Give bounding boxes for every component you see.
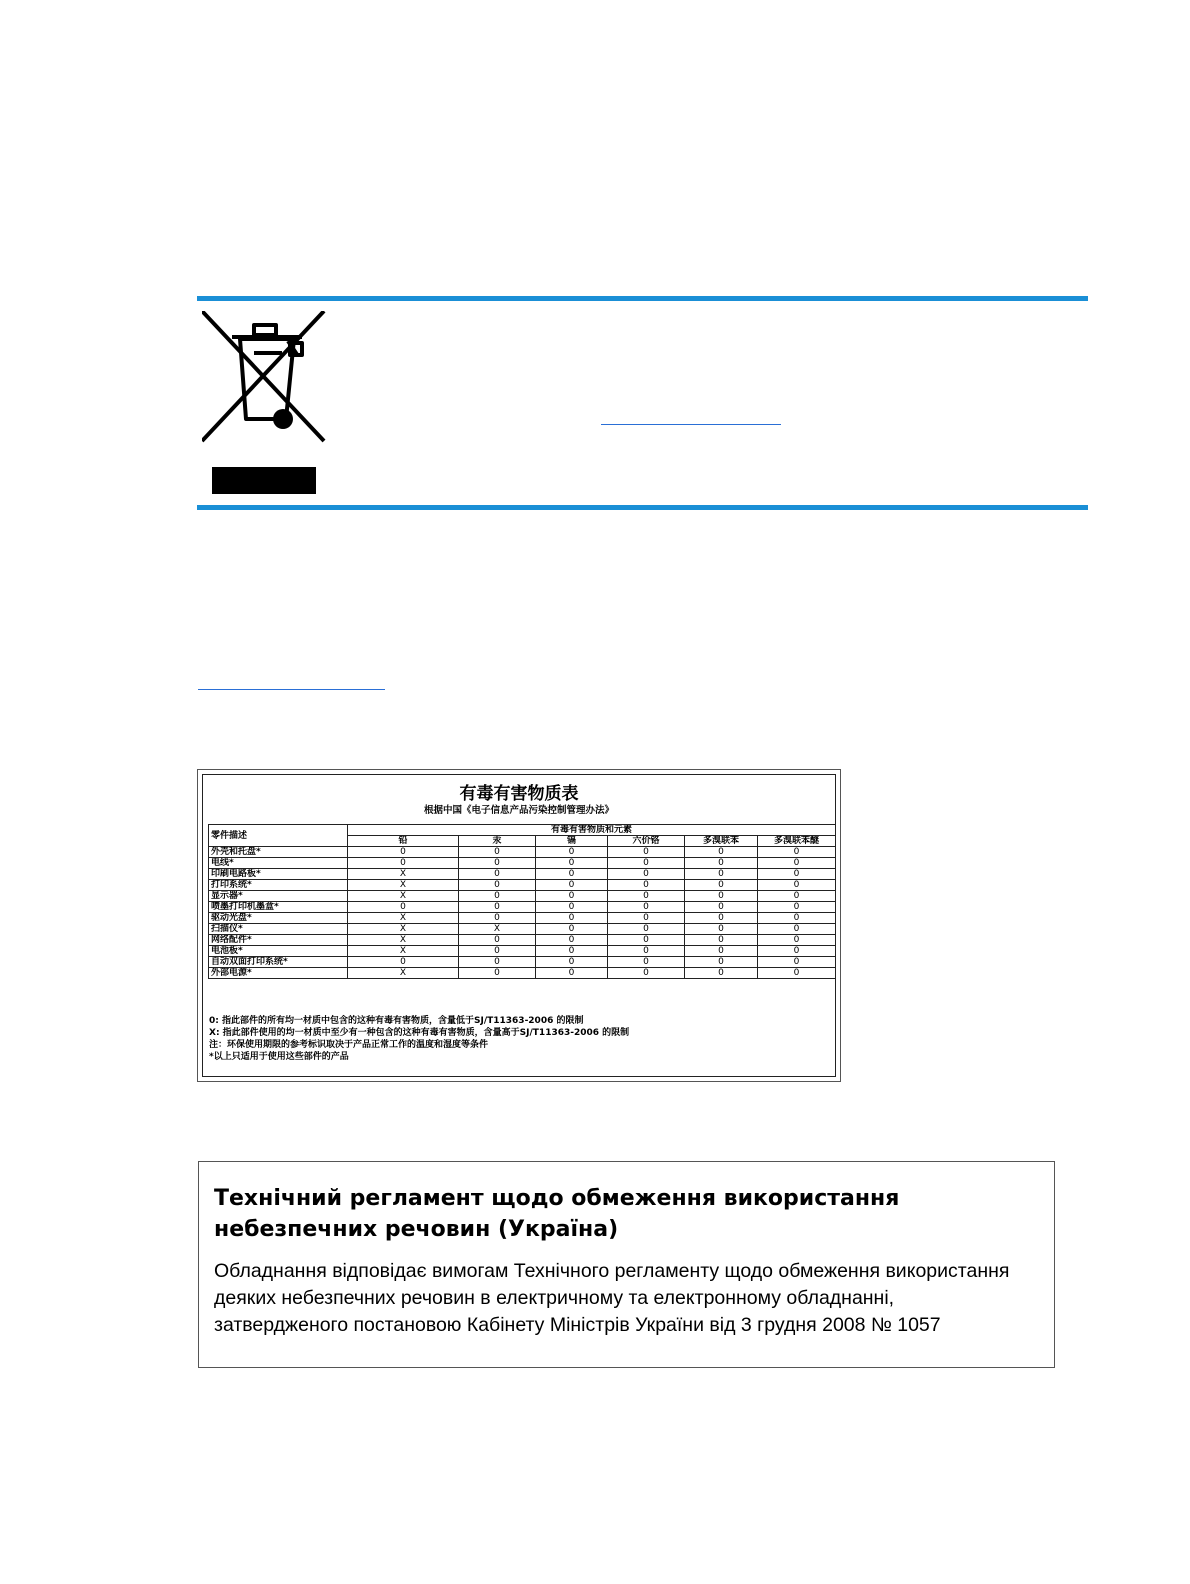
substance-value-cell: 0 <box>758 913 836 924</box>
substance-value-cell: 0 <box>758 935 836 946</box>
part-name-cell: 电线* <box>209 858 348 869</box>
substance-value-cell: 0 <box>536 935 608 946</box>
substance-value-cell: 0 <box>685 847 758 858</box>
substance-value-cell: X <box>459 924 536 935</box>
substances-group-header: 有毒有害物质和元素 <box>348 825 836 836</box>
substance-value-cell: 0 <box>459 869 536 880</box>
substance-value-cell: 0 <box>608 924 685 935</box>
ukraine-body-line-1: Обладнання відповідає вимогам Технічного регламенту щодо обмеження використання <box>214 1260 1010 1282</box>
substance-value-cell: 0 <box>758 924 836 935</box>
table-row <box>209 869 836 880</box>
substance-value-cell: 0 <box>685 880 758 891</box>
substance-value-cell: X <box>348 913 459 924</box>
substance-value-cell: 0 <box>608 946 685 957</box>
substance-value-cell: 0 <box>758 891 836 902</box>
ukraine-rohs-body <box>214 1258 1044 1339</box>
substance-value-cell: 0 <box>758 847 836 858</box>
substance-value-cell: 0 <box>348 957 459 968</box>
substance-value-cell: 0 <box>608 858 685 869</box>
substance-value-cell: 0 <box>459 946 536 957</box>
substance-value-cell: X <box>348 935 459 946</box>
substance-value-cell: 0 <box>459 913 536 924</box>
part-name-cell: 自动双面打印系统* <box>209 957 348 968</box>
substance-column-header: 多溴联苯 <box>685 836 758 847</box>
substance-value-cell: 0 <box>536 858 608 869</box>
substance-value-cell: 0 <box>348 847 459 858</box>
substance-value-cell: 0 <box>536 847 608 858</box>
note-0: 0: 指此部件的所有均一材质中包含的这种有毒有害物质，含量低于SJ/T11363-2006 的限制 <box>209 1016 584 1026</box>
substance-value-cell: 0 <box>685 935 758 946</box>
part-name-cell: 扫描仪* <box>209 924 348 935</box>
substance-column-header: 汞 <box>459 836 536 847</box>
substance-value-cell: 0 <box>536 968 608 979</box>
substance-value-cell: 0 <box>536 957 608 968</box>
ukraine-body-line-3: затвердженого постановою Кабінету Міністрів України від 3 грудня 2008 № 1057 <box>214 1314 941 1336</box>
substance-value-cell: 0 <box>536 891 608 902</box>
substance-value-cell: 0 <box>536 924 608 935</box>
hazardous-substances-table-box <box>197 769 841 1082</box>
substance-value-cell: 0 <box>536 946 608 957</box>
note-x: X: 指此部件使用的均一材质中至少有一种包含的这种有毒有害物质，含量高于SJ/T11363-2006 的限制 <box>209 1028 630 1038</box>
substance-value-cell: X <box>348 968 459 979</box>
hazard-table <box>208 824 836 979</box>
reference-link[interactable] <box>198 688 385 690</box>
substance-value-cell: 0 <box>348 858 459 869</box>
substance-value-cell: 0 <box>685 858 758 869</box>
substance-value-cell: X <box>348 924 459 935</box>
substance-value-cell: 0 <box>536 869 608 880</box>
substance-column-header: 多溴联苯醚 <box>758 836 836 847</box>
substance-value-cell: 0 <box>536 913 608 924</box>
part-name-cell: 网络配件* <box>209 935 348 946</box>
substance-value-cell: X <box>348 891 459 902</box>
weee-section <box>197 296 1088 510</box>
substance-value-cell: X <box>348 880 459 891</box>
table-row <box>209 924 836 935</box>
substance-value-cell: 0 <box>608 891 685 902</box>
substance-value-cell: 0 <box>608 880 685 891</box>
substance-value-cell: 0 <box>608 957 685 968</box>
part-name-cell: 外部电源* <box>209 968 348 979</box>
substance-value-cell: 0 <box>758 880 836 891</box>
substance-value-cell: 0 <box>685 891 758 902</box>
part-name-cell: 喷墨打印机墨盒* <box>209 902 348 913</box>
substance-value-cell: 0 <box>685 946 758 957</box>
table-row <box>209 880 836 891</box>
note-scope: *以上只适用于使用这些部件的产品 <box>209 1052 349 1062</box>
substance-value-cell: 0 <box>758 957 836 968</box>
ukraine-rohs-title <box>214 1183 1034 1245</box>
crossed-out-wheelie-bin-icon <box>202 311 332 446</box>
table-row <box>209 935 836 946</box>
substance-column-header: 镉 <box>536 836 608 847</box>
substance-value-cell: 0 <box>685 869 758 880</box>
part-name-cell: 印刷电路板* <box>209 869 348 880</box>
substance-value-cell: 0 <box>608 935 685 946</box>
table-row <box>209 902 836 913</box>
substance-value-cell: X <box>348 869 459 880</box>
table-row <box>209 913 836 924</box>
substance-value-cell: 0 <box>758 946 836 957</box>
substance-value-cell: 0 <box>685 968 758 979</box>
substance-value-cell: 0 <box>459 902 536 913</box>
part-name-cell: 驱动光盘* <box>209 913 348 924</box>
ukraine-title-line-1: Технічний регламент щодо обмеження використання <box>214 1186 900 1211</box>
ukraine-body-line-2: деяких небезпечних речовин в електричному та електронному обладнанні, <box>214 1287 895 1309</box>
substance-value-cell: 0 <box>459 891 536 902</box>
substance-value-cell: X <box>348 946 459 957</box>
part-name-cell: 外壳和托盘* <box>209 847 348 858</box>
substance-value-cell: 0 <box>459 968 536 979</box>
substance-column-header: 六价铬 <box>608 836 685 847</box>
substance-value-cell: 0 <box>608 869 685 880</box>
recycling-link[interactable] <box>601 423 781 425</box>
substance-value-cell: 0 <box>608 913 685 924</box>
substance-value-cell: 0 <box>459 858 536 869</box>
substance-column-header: 铅 <box>348 836 459 847</box>
ukraine-rohs-box <box>198 1161 1055 1368</box>
substance-value-cell: 0 <box>536 902 608 913</box>
substance-value-cell: 0 <box>536 880 608 891</box>
note-period: 注：环保使用期限的参考标识取决于产品正常工作的温度和湿度等条件 <box>209 1040 489 1050</box>
substance-value-cell: 0 <box>459 957 536 968</box>
hazard-table-subtitle: 根据中国《电子信息产品污染控制管理办法》 <box>423 805 614 816</box>
substance-value-cell: 0 <box>459 880 536 891</box>
part-name-cell: 显示器* <box>209 891 348 902</box>
table-row <box>209 957 836 968</box>
hazard-table-notes <box>209 1015 629 1063</box>
part-name-cell: 电池板* <box>209 946 348 957</box>
weee-marking-bar <box>212 467 316 494</box>
substance-value-cell: 0 <box>758 968 836 979</box>
substance-value-cell: 0 <box>608 902 685 913</box>
part-name-cell: 打印系统* <box>209 880 348 891</box>
substance-value-cell: 0 <box>758 869 836 880</box>
substance-value-cell: 0 <box>459 847 536 858</box>
substance-value-cell: 0 <box>685 913 758 924</box>
substance-value-cell: 0 <box>608 847 685 858</box>
substance-value-cell: 0 <box>758 902 836 913</box>
substance-value-cell: 0 <box>685 902 758 913</box>
substance-value-cell: 0 <box>608 968 685 979</box>
substance-value-cell: 0 <box>459 935 536 946</box>
table-row <box>209 891 836 902</box>
table-row <box>209 968 836 979</box>
ukraine-title-line-2: небезпечних речовин (Україна) <box>214 1217 619 1242</box>
part-column-header: 零件描述 <box>209 825 348 847</box>
substance-value-cell: 0 <box>685 924 758 935</box>
substance-value-cell: 0 <box>348 902 459 913</box>
hazard-table-title: 有毒有害物质表 <box>459 784 579 804</box>
substance-value-cell: 0 <box>758 858 836 869</box>
table-row <box>209 847 836 858</box>
substance-value-cell: 0 <box>685 957 758 968</box>
table-row <box>209 946 836 957</box>
table-row <box>209 858 836 869</box>
